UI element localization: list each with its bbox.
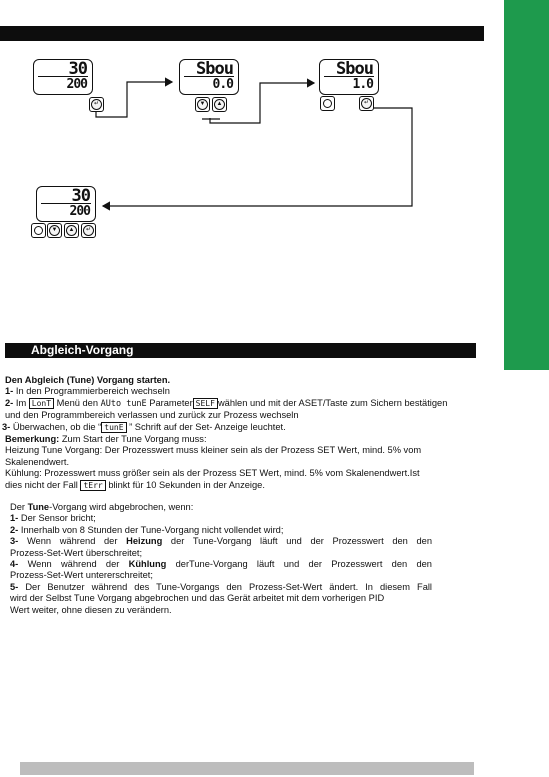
down-key[interactable] <box>47 223 62 238</box>
set-key[interactable] <box>31 223 46 238</box>
step-3: 3- Überwachen, ob die “ tunE ” Schrift auf der Set- Anzeige leuchtet. <box>2 421 286 432</box>
abort-item-5-cont2: Wert weiter, ohne diesen zu verändern. <box>10 604 172 615</box>
enter-key[interactable] <box>359 96 374 111</box>
display-sv-value: 200 <box>66 77 87 92</box>
remark-error: dies nicht der Fall tErr blinkt für 10 Sekunden in der Anzeige. <box>5 479 265 490</box>
abort-block <box>10 502 432 616</box>
enter-icon: ↵ <box>91 99 102 110</box>
lcd-terr: tErr <box>80 480 105 491</box>
down-icon: ▼ <box>49 225 60 236</box>
tune-start-block <box>2 375 448 433</box>
controller-display-4 <box>36 186 96 222</box>
remark-block <box>5 434 421 491</box>
up-icon: ▲ <box>214 99 225 110</box>
controller-display-3 <box>319 59 379 95</box>
set-icon <box>323 99 332 108</box>
enter-key[interactable] <box>81 223 96 238</box>
up-key[interactable] <box>64 223 79 238</box>
enter-icon: ↵ <box>361 98 372 109</box>
section-title-bar <box>5 343 476 358</box>
display-parameter-name: Sbou <box>196 59 233 79</box>
tune-start-heading: Den Abgleich (Tune) Vorgang starten. <box>5 375 171 385</box>
abort-item-1: 1- Der Sensor bricht; <box>10 513 96 524</box>
display-pv-value: 30 <box>71 186 90 206</box>
down-key[interactable] <box>195 97 210 112</box>
abort-item-4: 4- Wenn während der Kühlung derTune-Vorgang läuft und der Prozesswert den den <box>10 559 432 570</box>
enter-icon: ↵ <box>83 225 94 236</box>
set-icon <box>34 226 43 235</box>
display-parameter-value: 1.0 <box>352 77 373 92</box>
display-sv-value: 200 <box>69 204 90 219</box>
up-key[interactable] <box>212 97 227 112</box>
display-pv-value: 30 <box>68 59 87 79</box>
controller-display-1 <box>33 59 93 95</box>
step-1: 1- In den Programmierbereich wechseln <box>5 386 170 397</box>
abort-item-2: 2- Innerhalb von 8 Stunden der Tune-Vorgang nicht vollendet wird; <box>10 524 284 535</box>
remark-heating-cont: Skalenendwert. <box>5 456 70 467</box>
lcd-autotune: AUto tunE <box>100 398 147 409</box>
step-2: 2- Im LonT Menü den AUto tunE Parameter SELF wählen und mit der ASET/Taste zum Sichern bestätigen <box>5 397 448 409</box>
remark-cooling: Kühlung: Prozesswert muss größer sein als der Prozess SET Wert, mind. 5% vom Skalenendwert.Ist <box>5 468 420 479</box>
enter-key[interactable] <box>89 97 104 112</box>
set-key[interactable] <box>320 96 335 111</box>
lcd-conf: LonT <box>29 398 54 409</box>
abort-item-4-cont: Prozess-Set-Wert untererschreitet; <box>10 570 153 581</box>
down-icon: ▼ <box>197 99 208 110</box>
display-parameter-name: Sbou <box>336 59 373 79</box>
remark-heating: Heizung Tune Vorgang: Der Prozesswert muss kleiner sein als der Prozess SET Wert, mind. 5% vom <box>5 445 422 456</box>
controller-display-2 <box>179 59 239 95</box>
display-parameter-value: 0.0 <box>212 77 233 92</box>
section-title: Abgleich-Vorgang <box>31 343 134 357</box>
arrow-1-to-2 <box>96 82 172 117</box>
arrow-3-to-4 <box>103 103 412 206</box>
step-2-line2: und den Programmbereich verlassen und zurück zur Prozess wechseln <box>5 410 299 421</box>
abort-item-5: 5- Der Benutzer während des Tune-Vorgangs den Prozess-Set-Wert ändert. In diesem Fall <box>10 581 432 592</box>
footer-bar <box>20 762 474 775</box>
abort-item-3: 3- Wenn während der Heizung der Tune-Vorgang läuft und der Prozesswert den den <box>10 536 432 547</box>
abort-intro: Der Tune-Vorgang wird abgebrochen, wenn: <box>10 502 194 512</box>
remark-intro: Bemerkung: Zum Start der Tune Vorgang muss: <box>5 434 207 444</box>
lcd-tune: tunE <box>101 422 126 433</box>
abort-item-3-cont: Prozess-Set-Wert überschreitet; <box>10 547 143 558</box>
lcd-self: SELF <box>193 398 218 409</box>
abort-item-5-cont: wird der Selbst Tune Vorgang abgebrochen und das Gerät arbeitet mit dem vorherigen PID <box>10 593 385 604</box>
up-icon: ▲ <box>66 225 77 236</box>
